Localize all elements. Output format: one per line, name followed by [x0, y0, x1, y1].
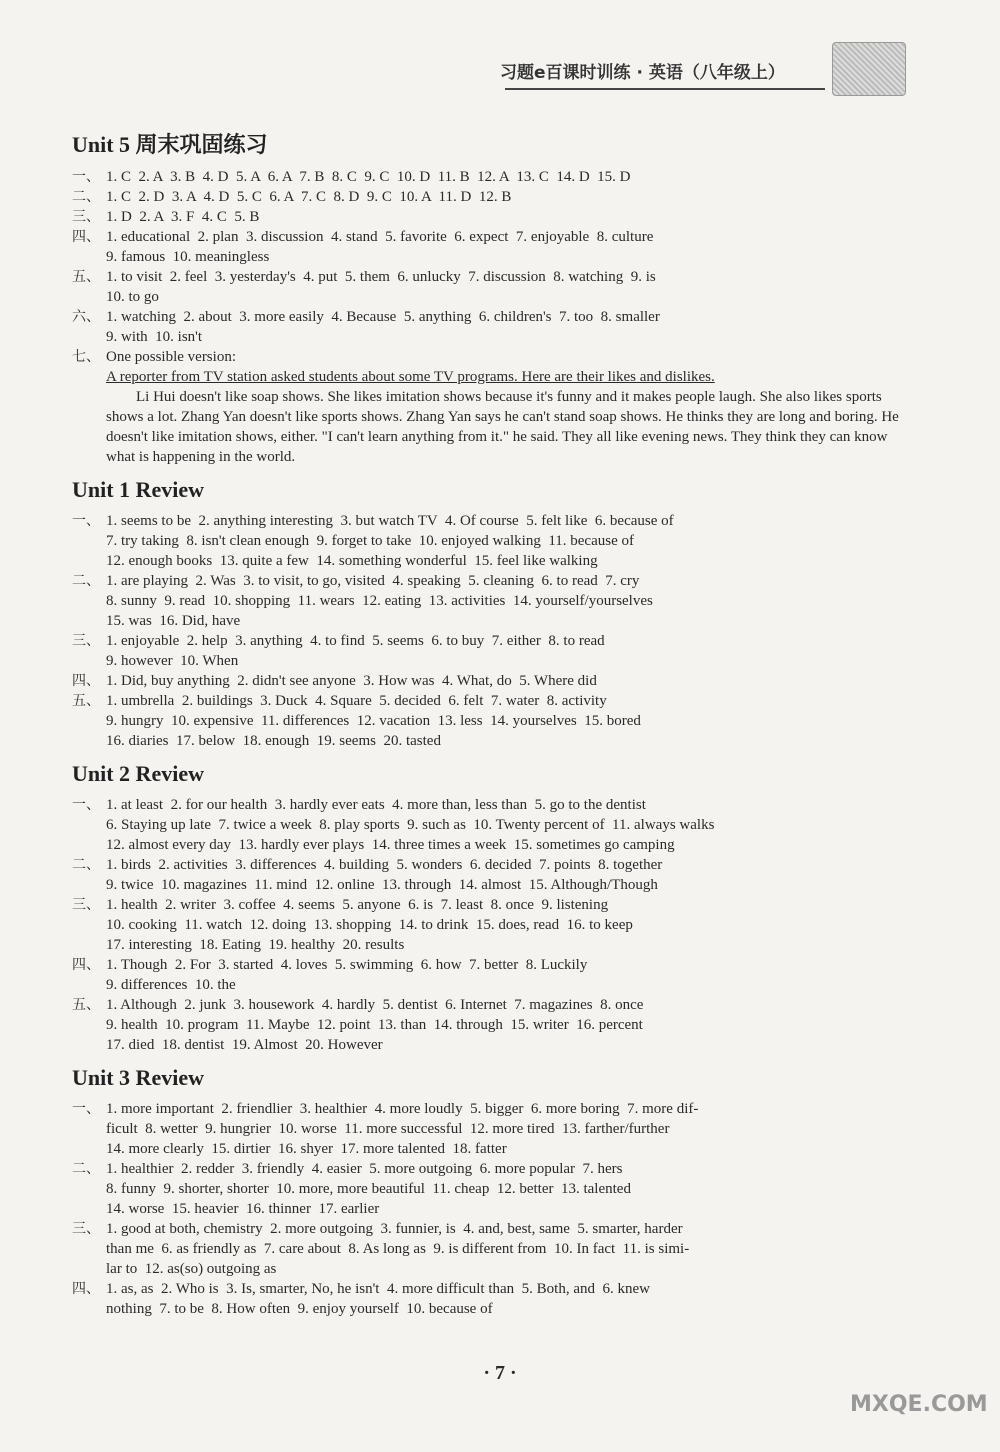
answer-group	[72, 307, 912, 347]
answer-group-text: 1. D 2. A 3. F 4. C 5. B	[106, 209, 260, 225]
answer-group	[72, 671, 912, 691]
answer-group-text: 1. umbrella 2. buildings 3. Duck 4. Square 5. decided 6. felt 7. water 8. activity 9. hungry 10. expensive 11. differences 12. vacation 13. less 14. yourselves 15. bored 16. diaries 17. below 18. enough 19. seems 20. tasted	[106, 693, 641, 749]
essay-body: Li Hui doesn't like soap shows. She likes imitation shows because it's funny and it makes people laugh. She also likes sports shows a lot. Zhang Yan doesn't like sports shows. Zhang Yan says he can't stand soap shows. He thinks they are long and boring. He doesn't like imitation shows, either. "I can't learn anything from it." he said. They all like evening news. They think they can know what is happening in the world.	[106, 389, 899, 465]
essay-prompt: A reporter from TV station asked students about some TV programs. Here are their likes and dislikes.	[106, 369, 715, 385]
answer-group-label: 五、	[72, 997, 100, 1013]
answer-group-text: 1. Though 2. For 3. started 4. loves 5. swimming 6. how 7. better 8. Luckily 9. differences 10. the	[106, 957, 588, 993]
answer-group-label: 三、	[72, 1221, 100, 1237]
answer-group-label: 五、	[72, 693, 100, 709]
answer-group-label: 一、	[72, 797, 100, 813]
answer-group-text: 1. C 2. A 3. B 4. D 5. A 6. A 7. B 8. C 9. C 10. D 11. B 12. A 13. C 14. D 15. D	[106, 169, 631, 185]
answer-group	[72, 347, 912, 367]
answer-group-text: 1. Although 2. junk 3. housework 4. hardly 5. dentist 6. Internet 7. magazines 8. once 9. health 10. program 11. Maybe 12. point 13. than 14. through 15. writer 16. percent 17. died 18. dentist 19. Almost 20. However	[106, 997, 644, 1053]
answer-group-text: One possible version:	[106, 349, 236, 365]
answer-group-text: 1. Did, buy anything 2. didn't see anyone 3. How was 4. What, do 5. Where did	[106, 673, 597, 689]
answer-group-label: 三、	[72, 897, 100, 913]
page-number: · 7 ·	[483, 1362, 517, 1384]
answer-group	[72, 631, 912, 671]
answer-group-text: 1. birds 2. activities 3. differences 4. building 5. wonders 6. decided 7. points 8. together 9. twice 10. magazines 11. mind 12. online 13. through 14. almost 15. Although/Though	[106, 857, 663, 893]
answer-group-label: 四、	[72, 957, 100, 973]
answer-group-label: 四、	[72, 673, 100, 689]
answer-content	[72, 118, 912, 1319]
answer-group-text: 1. C 2. D 3. A 4. D 5. C 6. A 7. C 8. D 9. C 10. A 11. D 12. B	[106, 189, 512, 205]
answer-group-label: 二、	[72, 189, 100, 205]
corner-seal-image	[832, 42, 906, 96]
answer-group	[72, 855, 912, 895]
section-title: Unit 3 Review	[72, 1065, 204, 1090]
site-watermark: MXQE.COM	[850, 1392, 988, 1417]
answer-group-text: 1. as, as 2. Who is 3. Is, smarter, No, he isn't 4. more difficult than 5. Both, and 6. knew nothing 7. to be 8. How often 9. enjoy yourself 10. because of	[106, 1281, 650, 1317]
answer-group	[72, 795, 912, 855]
answer-group	[72, 895, 912, 955]
answer-group-label: 四、	[72, 229, 100, 245]
answer-group	[72, 187, 912, 207]
answer-group-text: 1. good at both, chemistry 2. more outgoing 3. funnier, is 4. and, best, same 5. smarter, harder than me 6. as friendly as 7. care about 8. As long as 9. is different from 10. In fact 11. is simi- lar to 12. as(so) outgoing as	[106, 1221, 690, 1277]
answer-group-label: 五、	[72, 269, 100, 285]
answer-group	[72, 995, 912, 1055]
header-divider	[505, 88, 825, 90]
answer-group-text: 1. health 2. writer 3. coffee 4. seems 5. anyone 6. is 7. least 8. once 9. listening 10. cooking 11. watch 12. doing 13. shopping 14. to drink 15. does, read 16. to keep 17. interesting 18. Eating 19. healthy 20. results	[106, 897, 633, 953]
answer-group-label: 四、	[72, 1281, 100, 1297]
answer-group	[72, 571, 912, 631]
answer-group	[72, 955, 912, 995]
answer-group-label: 三、	[72, 209, 100, 225]
answer-group-text: 1. enjoyable 2. help 3. anything 4. to find 5. seems 6. to buy 7. either 8. to read 9. however 10. When	[106, 633, 605, 669]
answer-group-label: 三、	[72, 633, 100, 649]
answer-group	[72, 267, 912, 307]
answer-group	[72, 1219, 912, 1279]
answer-group	[72, 207, 912, 227]
answer-group-text: 1. are playing 2. Was 3. to visit, to go, visited 4. speaking 5. cleaning 6. to read 7. cry 8. sunny 9. read 10. shopping 11. wears 12. eating 13. activities 14. yourself/yourselves 15. was 16. Did, have	[106, 573, 653, 629]
answer-group	[72, 227, 912, 267]
answer-group-label: 六、	[72, 309, 100, 325]
answer-group	[72, 1099, 912, 1159]
answer-group-label: 一、	[72, 169, 100, 185]
section-title: Unit 1 Review	[72, 477, 204, 502]
book-title: 习题e百课时训练 · 英语（八年级上）	[500, 63, 785, 83]
answer-group-text: 1. at least 2. for our health 3. hardly ever eats 4. more than, less than 5. go to the dentist 6. Staying up late 7. twice a week 8. play sports 9. such as 10. Twenty percent of 11. always walks 12. almost every day 13. hardly ever plays 14. three times a week 15. sometimes go camping	[106, 797, 715, 853]
answer-group	[72, 691, 912, 751]
answer-group-label: 二、	[72, 857, 100, 873]
section-title: Unit 2 Review	[72, 761, 204, 786]
answer-group-label: 一、	[72, 1101, 100, 1117]
answer-group-text: 1. seems to be 2. anything interesting 3. but watch TV 4. Of course 5. felt like 6. because of 7. try taking 8. isn't clean enough 9. forget to take 10. enjoyed walking 11. because of 12. enough books 13. quite a few 14. something wonderful 15. feel like walking	[106, 513, 674, 569]
answer-group	[72, 1279, 912, 1319]
answer-group-text: 1. more important 2. friendlier 3. healthier 4. more loudly 5. bigger 6. more boring 7. more dif- ficult 8. wetter 9. hungrier 10. worse 11. more successful 12. more tired 13. farther/further 14. more clearly 15. dirtier 16. shyer 17. more talented 18. fatter	[106, 1101, 699, 1157]
answer-group-label: 二、	[72, 573, 100, 589]
section-title: Unit 5 周末巩固练习	[72, 132, 268, 157]
answer-group	[72, 511, 912, 571]
answer-group-label: 一、	[72, 513, 100, 529]
answer-group-label: 七、	[72, 349, 100, 365]
answer-group-text: 1. watching 2. about 3. more easily 4. Because 5. anything 6. children's 7. too 8. smaller 9. with 10. isn't	[106, 309, 660, 345]
answer-group-text: 1. healthier 2. redder 3. friendly 4. easier 5. more outgoing 6. more popular 7. hers 8. funny 9. shorter, shorter 10. more, more beautiful 11. cheap 12. better 13. talented 14. worse 15. heavier 16. thinner 17. earlier	[106, 1161, 631, 1217]
answer-group	[72, 1159, 912, 1219]
answer-group-text: 1. educational 2. plan 3. discussion 4. stand 5. favorite 6. expect 7. enjoyable 8. culture 9. famous 10. meaningless	[106, 229, 654, 265]
answer-group	[72, 167, 912, 187]
answer-group-text: 1. to visit 2. feel 3. yesterday's 4. put 5. them 6. unlucky 7. discussion 8. watching 9. is 10. to go	[106, 269, 656, 305]
answer-group-label: 二、	[72, 1161, 100, 1177]
